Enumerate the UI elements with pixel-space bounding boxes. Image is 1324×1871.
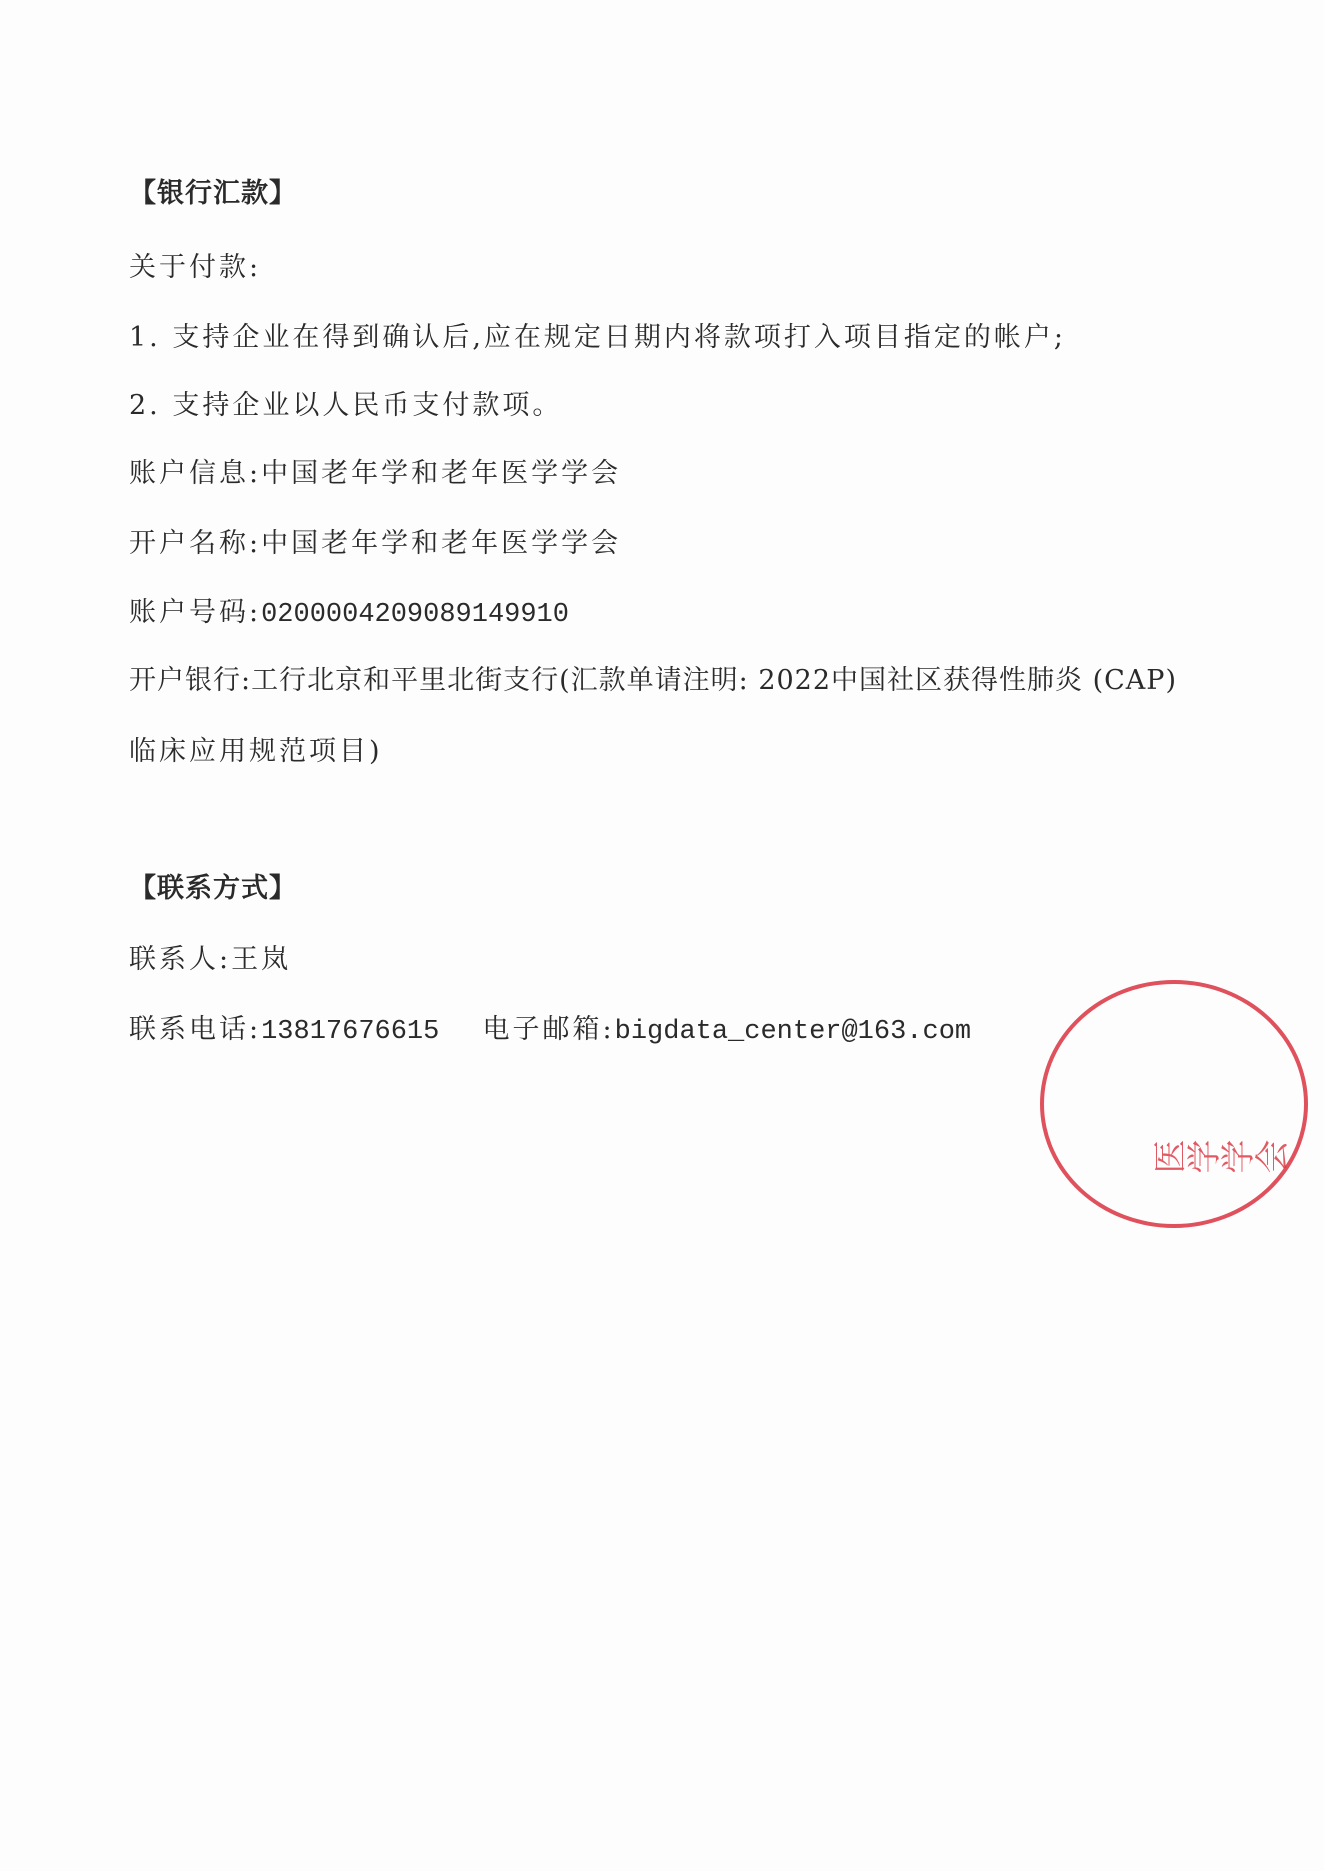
contact-person bbox=[129, 942, 291, 978]
phone-label: 联系电话: bbox=[129, 1014, 262, 1045]
phone-value: 13817676615 bbox=[261, 1017, 440, 1047]
contact-person-label: 联系人: bbox=[129, 944, 232, 975]
contact-phone-email bbox=[129, 1012, 971, 1050]
payment-item-2: 2. 支持企业以人民币支付款项。 bbox=[129, 390, 563, 421]
account-name-value: 中国老年学和老年医学学会 bbox=[261, 528, 622, 559]
account-name-label: 开户名称: bbox=[129, 528, 262, 559]
bank-heading: 【银行汇款】 bbox=[129, 178, 297, 209]
account-number bbox=[129, 595, 569, 633]
account-info bbox=[129, 456, 621, 492]
contact-person-value: 王岚 bbox=[231, 944, 292, 975]
bank-name-value: 工行北京和平里北街支行(汇款单请注明: 2022中国社区获得性肺炎 (CAP) bbox=[251, 665, 1178, 696]
account-info-label: 账户信息: bbox=[129, 458, 262, 489]
official-seal-stamp bbox=[1152, 980, 1310, 1230]
account-number-label: 账户号码: bbox=[129, 597, 262, 628]
contact-heading: 【联系方式】 bbox=[129, 873, 297, 904]
email-label: 电子邮箱: bbox=[482, 1014, 615, 1045]
account-info-value: 中国老年学和老年医学学会 bbox=[261, 458, 622, 489]
account-name bbox=[129, 526, 621, 562]
email-value: bigdata_center@163.com bbox=[614, 1017, 972, 1047]
seal-text: 医学学会 bbox=[1152, 1140, 1288, 1180]
seal-ring bbox=[1040, 980, 1308, 1228]
bank-name-continued: 临床应用规范项目) bbox=[129, 736, 383, 767]
account-number-value: 0200004209089149910 bbox=[261, 600, 569, 630]
payment-intro: 关于付款: bbox=[129, 252, 262, 283]
bank-label: 开户银行: bbox=[129, 665, 252, 696]
bank bbox=[129, 663, 1177, 699]
payment-item-1: 1. 支持企业在得到确认后,应在规定日期内将款项打入项目指定的帐户; bbox=[129, 322, 1067, 353]
